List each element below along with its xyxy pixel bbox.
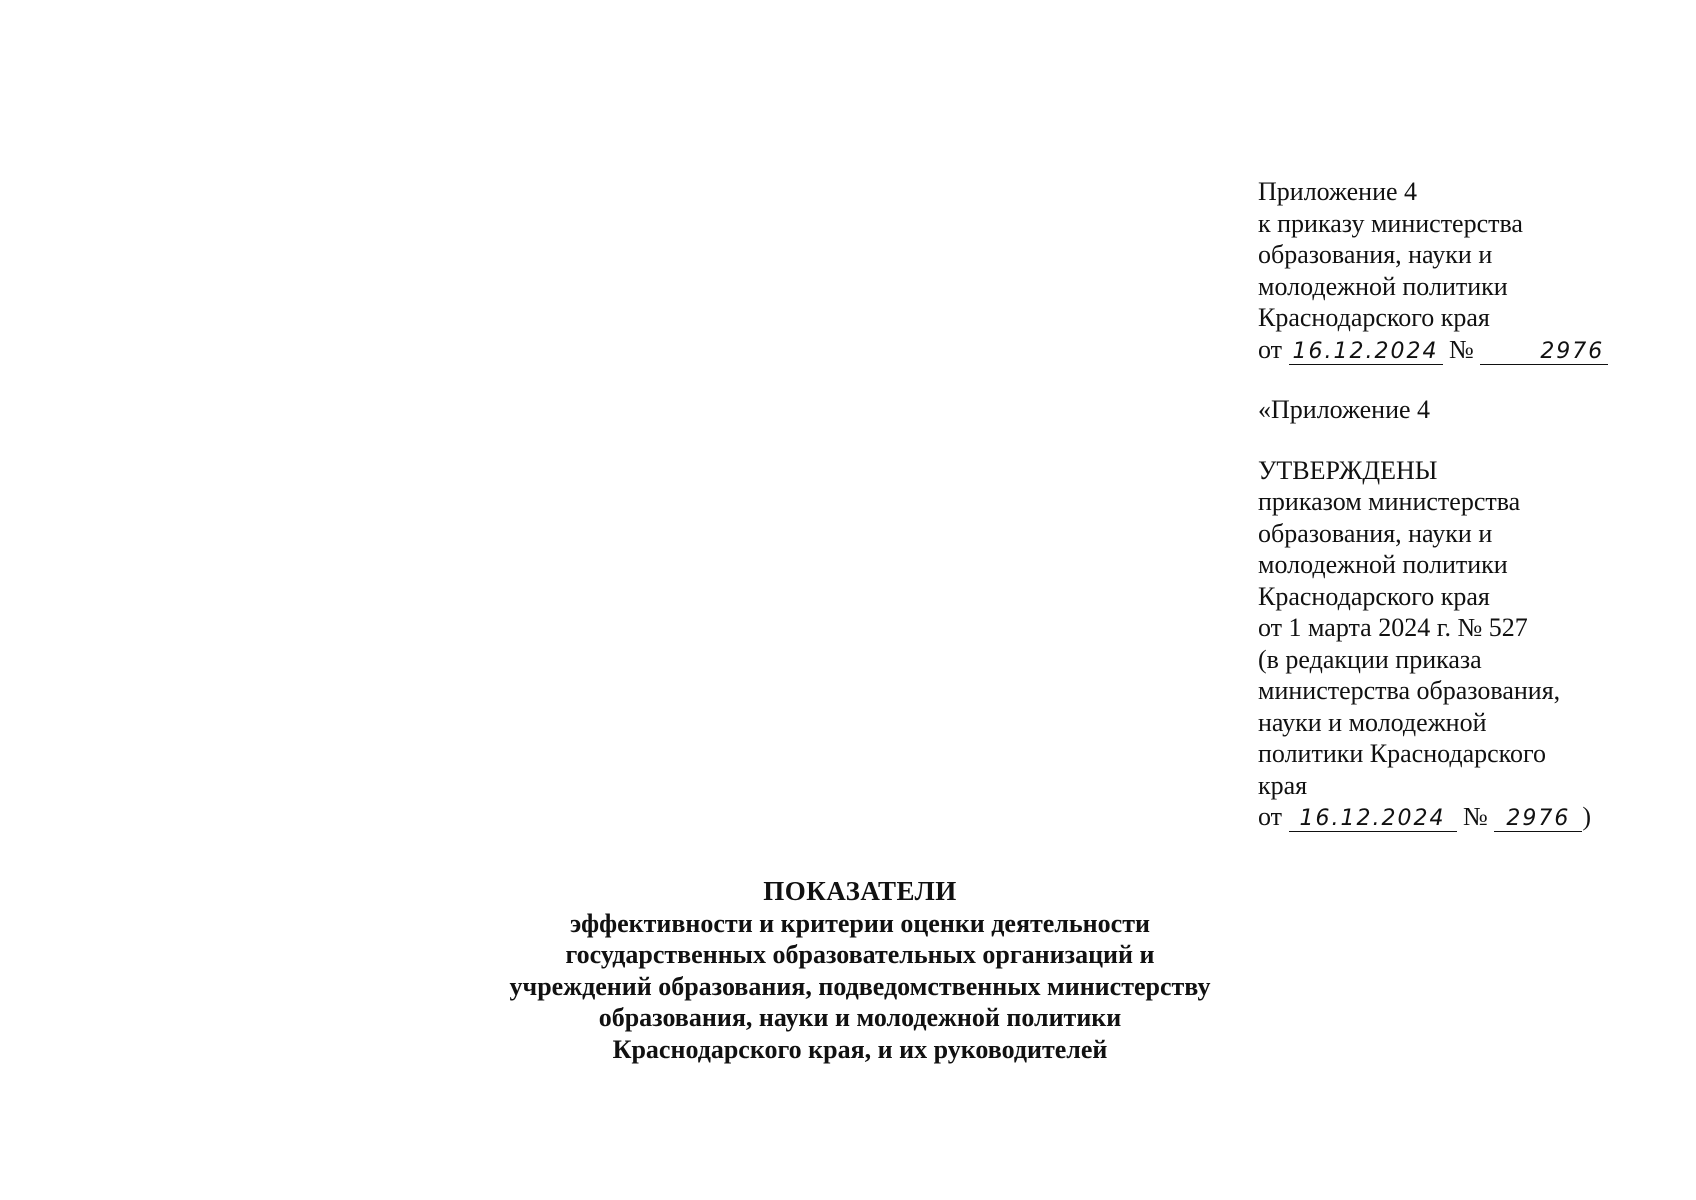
edition-number-handwritten: 2976 xyxy=(1494,807,1582,832)
appendix-header-line-5: Краснодарского края xyxy=(1258,303,1490,332)
appendix-block xyxy=(1258,176,1678,833)
edition-reference xyxy=(1258,801,1678,833)
approved-line-5: от 1 марта 2024 г. № 527 xyxy=(1258,613,1528,642)
document-subtitle-line-5: Краснодарского края, и их руководителей xyxy=(612,1034,1108,1064)
edition-date-handwritten: 16.12.2024 xyxy=(1289,807,1457,832)
appendix-header-line-1: Приложение 4 xyxy=(1258,177,1418,206)
document-subtitle-line-1: эффективности и критерии оценки деятельности xyxy=(570,908,1150,938)
approved-line-8: науки и молодежной xyxy=(1258,707,1487,737)
approved-line-7: министерства образования, xyxy=(1258,676,1561,705)
approved-line-1: приказом министерства xyxy=(1258,487,1521,516)
approved-line-2: образования, науки и xyxy=(1258,518,1493,548)
document-subtitle-line-2: государственных образовательных организаций и xyxy=(565,940,1155,969)
quoted-appendix-title: «Приложение 4 xyxy=(1258,395,1431,424)
order-number-handwritten: 2976 xyxy=(1480,340,1608,365)
approved-line-6: (в редакции приказа xyxy=(1258,644,1482,674)
edition-number-label: № xyxy=(1463,802,1488,831)
document-title: ПОКАЗАТЕЛИ xyxy=(763,876,957,906)
order-date-handwritten: 16.12.2024 xyxy=(1289,340,1443,365)
document-subtitle-line-4: образования, науки и молодежной политики xyxy=(598,1003,1122,1032)
document-subtitle-line-3: учреждений образования, подведомственных министерству xyxy=(509,971,1211,1001)
edition-closing-paren: ) xyxy=(1582,802,1592,831)
document-title-block xyxy=(440,876,1280,1065)
appendix-header-line-2: к приказу министерства xyxy=(1258,208,1523,238)
approved-line-10: края xyxy=(1258,770,1308,800)
approved-label: УТВЕРЖДЕНЫ xyxy=(1258,455,1438,485)
appendix-header-line-4: молодежной политики xyxy=(1258,271,1508,301)
approved-line-3: молодежной политики xyxy=(1258,550,1508,579)
approved-line-4: Краснодарского края xyxy=(1258,581,1490,611)
edition-from-label: от xyxy=(1258,802,1283,831)
order-reference xyxy=(1258,334,1678,366)
order-from-label: от xyxy=(1258,334,1283,364)
appendix-header-line-3: образования, науки и xyxy=(1258,240,1493,269)
approved-line-9: политики Краснодарского xyxy=(1258,739,1547,768)
order-number-label: № xyxy=(1449,334,1474,364)
